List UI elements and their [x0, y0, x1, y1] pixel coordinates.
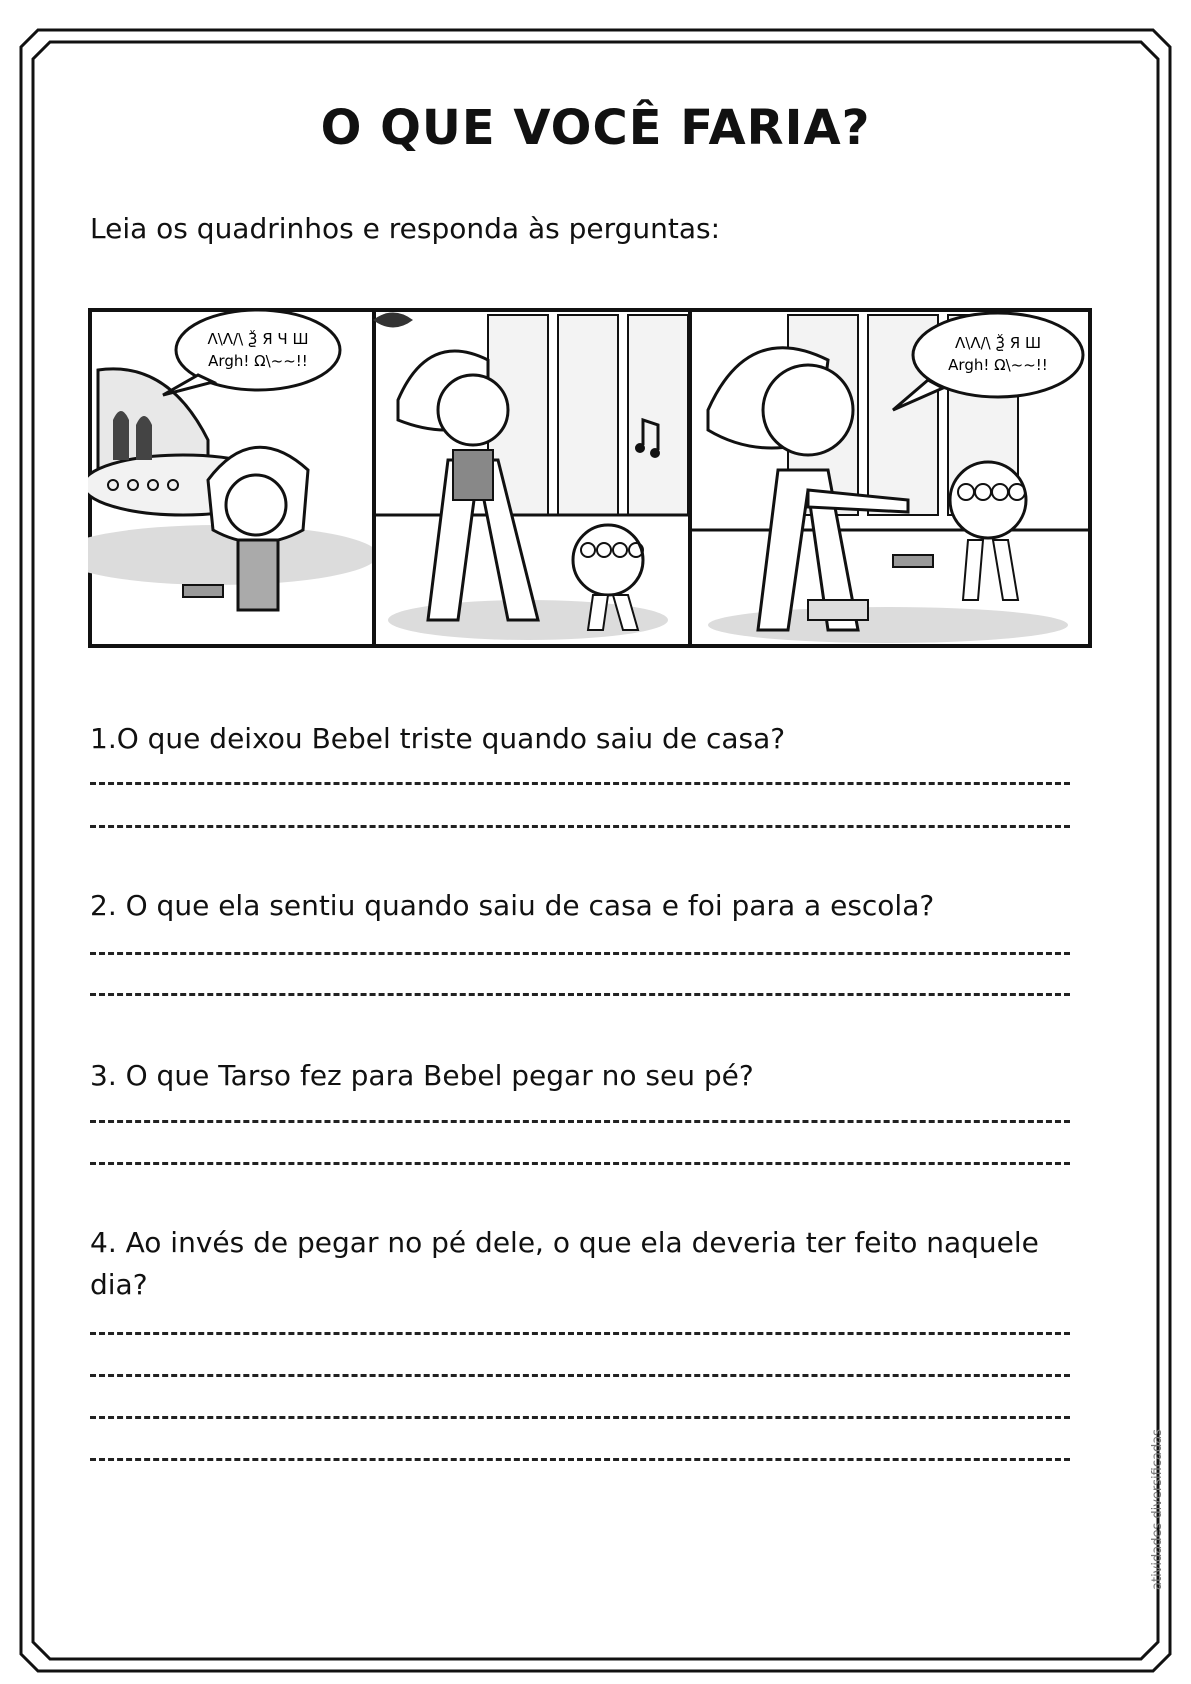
- question-3: 3. O que Tarso fez para Bebel pegar no seu pé?: [90, 1059, 754, 1092]
- comic-panel-2: [373, 310, 690, 646]
- speech-text: Argh! Ω\~~!!: [208, 352, 308, 370]
- comic-panel-3: [690, 310, 1090, 646]
- question-1: 1.O que deixou Bebel triste quando saiu de casa?: [90, 722, 786, 755]
- answer-line[interactable]: [90, 952, 1070, 955]
- question-4: 4. Ao invés de pegar no pé dele, o que ela deveria ter feito naquele dia?: [90, 1226, 1039, 1301]
- answer-line[interactable]: [90, 1416, 1070, 1419]
- answer-line[interactable]: [90, 1374, 1070, 1377]
- answer-line[interactable]: [90, 782, 1070, 785]
- answer-line[interactable]: [90, 1120, 1070, 1123]
- answer-line[interactable]: [90, 825, 1070, 828]
- answer-line[interactable]: [90, 1458, 1070, 1461]
- instructions: Leia os quadrinhos e responda às perguntas:: [90, 212, 721, 245]
- watermark: atividades diversificadas: [1150, 1429, 1165, 1590]
- page-title: O QUE VOCÊ FARIA?: [320, 100, 871, 156]
- answer-line[interactable]: [90, 1332, 1070, 1335]
- comic-strip: [88, 300, 1092, 648]
- speech-text: Λ\Λ/\ Ѯ Я Ш: [955, 334, 1041, 352]
- answer-line[interactable]: [90, 1162, 1070, 1165]
- question-2: 2. O que ela sentiu quando saiu de casa e foi para a escola?: [90, 889, 935, 922]
- comic-panel-1: [88, 310, 378, 646]
- speech-text: Argh! Ω\~~!!: [948, 356, 1048, 374]
- answer-line[interactable]: [90, 993, 1070, 996]
- speech-text: Λ\Λ/\ Ѯ Я Ч Ш: [207, 330, 309, 348]
